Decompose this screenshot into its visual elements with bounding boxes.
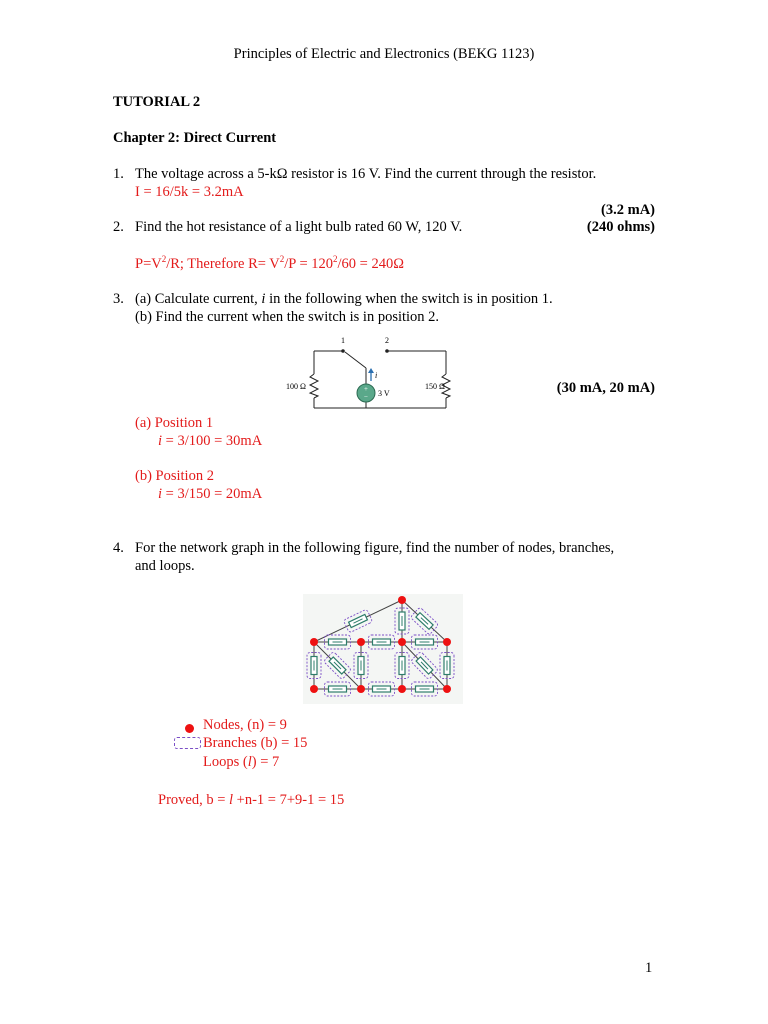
chapter-title: Chapter 2: Direct Current	[113, 130, 277, 146]
q2-sol-a: P=V	[135, 255, 162, 272]
q3-line-a-end: in the following when the switch is in position 1.	[265, 291, 553, 307]
svg-text:−: −	[364, 393, 368, 401]
network-graph	[303, 594, 463, 704]
loops-text-a: Loops (	[203, 754, 248, 770]
resistor-icon	[329, 639, 347, 645]
q2-sol-c: /P = 120	[284, 255, 334, 272]
q3-var-i: i	[261, 291, 266, 307]
q2-sol-b: /R; Therefore R= V	[166, 255, 280, 272]
node-legend-icon	[185, 724, 194, 733]
switch-contact-2	[385, 349, 389, 353]
proof-line	[158, 792, 344, 809]
q1-number: 1.	[113, 166, 124, 182]
q4-line-2: and loops.	[135, 558, 195, 574]
proof-var: l	[229, 792, 234, 808]
resistor-icon	[416, 686, 434, 692]
graph-node	[357, 638, 365, 646]
graph-node	[310, 638, 318, 646]
q1-working: I = 16/5k = 3.2mA	[135, 184, 244, 200]
resistor-100-icon	[310, 374, 318, 398]
q3-a-label: (a) Position 1	[135, 415, 214, 431]
q2-sup-1: 2	[161, 254, 167, 264]
graph-node	[443, 638, 451, 646]
q3-line-a-start: (a) Calculate current,	[135, 291, 262, 307]
resistor-icon	[444, 657, 450, 675]
switch-contact-1	[341, 349, 345, 353]
q2-solution	[135, 254, 404, 273]
graph-node	[310, 685, 318, 693]
q3-line-b: (b) Find the current when the switch is in position 2.	[135, 309, 440, 325]
q3-answer: (30 mA, 20 mA)	[556, 380, 655, 396]
q3-b-calc-text: = 3/150 = 20mA	[162, 486, 263, 502]
graph-node	[443, 685, 451, 693]
current-label: i	[375, 371, 378, 380]
q2-sup-2: 2	[279, 254, 285, 264]
q2-sol-d: /60 = 240Ω	[337, 255, 404, 272]
branch-legend-icon	[174, 737, 201, 749]
q3-line-a	[135, 291, 553, 308]
q2-answer: (240 ohms)	[586, 219, 655, 235]
resistor-icon	[358, 657, 364, 675]
nodes-count: Nodes, (n) = 9	[203, 717, 287, 733]
resistor-icon	[416, 639, 434, 645]
loops-count	[203, 754, 279, 771]
resistor-icon	[311, 657, 317, 675]
circuit-diagram	[270, 334, 470, 416]
proof-text-a: Proved, b =	[158, 792, 230, 808]
q3-b-var: i	[158, 486, 163, 502]
loops-text-b: ) = 7	[251, 754, 280, 770]
graph-node	[357, 685, 365, 693]
svg-text:+: +	[364, 385, 368, 393]
q2-text: Find the hot resistance of a light bulb rated 60 W, 120 V.	[135, 219, 463, 235]
proof-text-b: +n-1 = 7+9-1 = 15	[233, 792, 345, 808]
branches-count: Branches (b) = 15	[203, 735, 308, 751]
resistor-icon	[373, 686, 391, 692]
page-number: 1	[645, 960, 653, 976]
document-header: Principles of Electric and Electronics (BEKG 1123)	[233, 46, 535, 62]
tutorial-title: TUTORIAL 2	[113, 94, 201, 110]
q3-b-label: (b) Position 2	[135, 468, 214, 484]
q4-number: 4.	[113, 540, 124, 556]
q3-number: 3.	[113, 291, 124, 307]
voltage-source-icon	[357, 384, 375, 402]
source-label: 3 V	[378, 389, 390, 398]
q2-number: 2.	[113, 219, 124, 235]
resistor-icon	[399, 657, 405, 675]
q3-a-calc	[158, 433, 262, 450]
q4-line-1: For the network graph in the following figure, find the number of nodes, branches,	[135, 540, 615, 556]
resistor-icon	[373, 639, 391, 645]
switch-pos-1-label: 1	[341, 336, 345, 345]
switch-pos-2-label: 2	[385, 336, 389, 345]
resistor-100-label: 100 Ω	[286, 382, 306, 391]
resistor-icon	[329, 686, 347, 692]
graph-node	[398, 638, 406, 646]
q1-answer: (3.2 mA)	[601, 202, 655, 218]
loops-var: l	[247, 754, 252, 770]
q3-b-calc	[158, 486, 262, 503]
current-arrow-icon	[368, 368, 374, 381]
q1-text: The voltage across a 5-kΩ resistor is 16 V. Find the current through the resistor.	[135, 166, 597, 182]
q3-a-calc-text: = 3/100 = 30mA	[162, 433, 263, 449]
graph-node	[398, 685, 406, 693]
graph-node	[398, 596, 406, 604]
q3-a-var: i	[158, 433, 163, 449]
resistor-150-label: 150 Ω	[425, 382, 445, 391]
q2-sup-3: 2	[333, 254, 338, 264]
resistor-icon	[399, 612, 405, 630]
